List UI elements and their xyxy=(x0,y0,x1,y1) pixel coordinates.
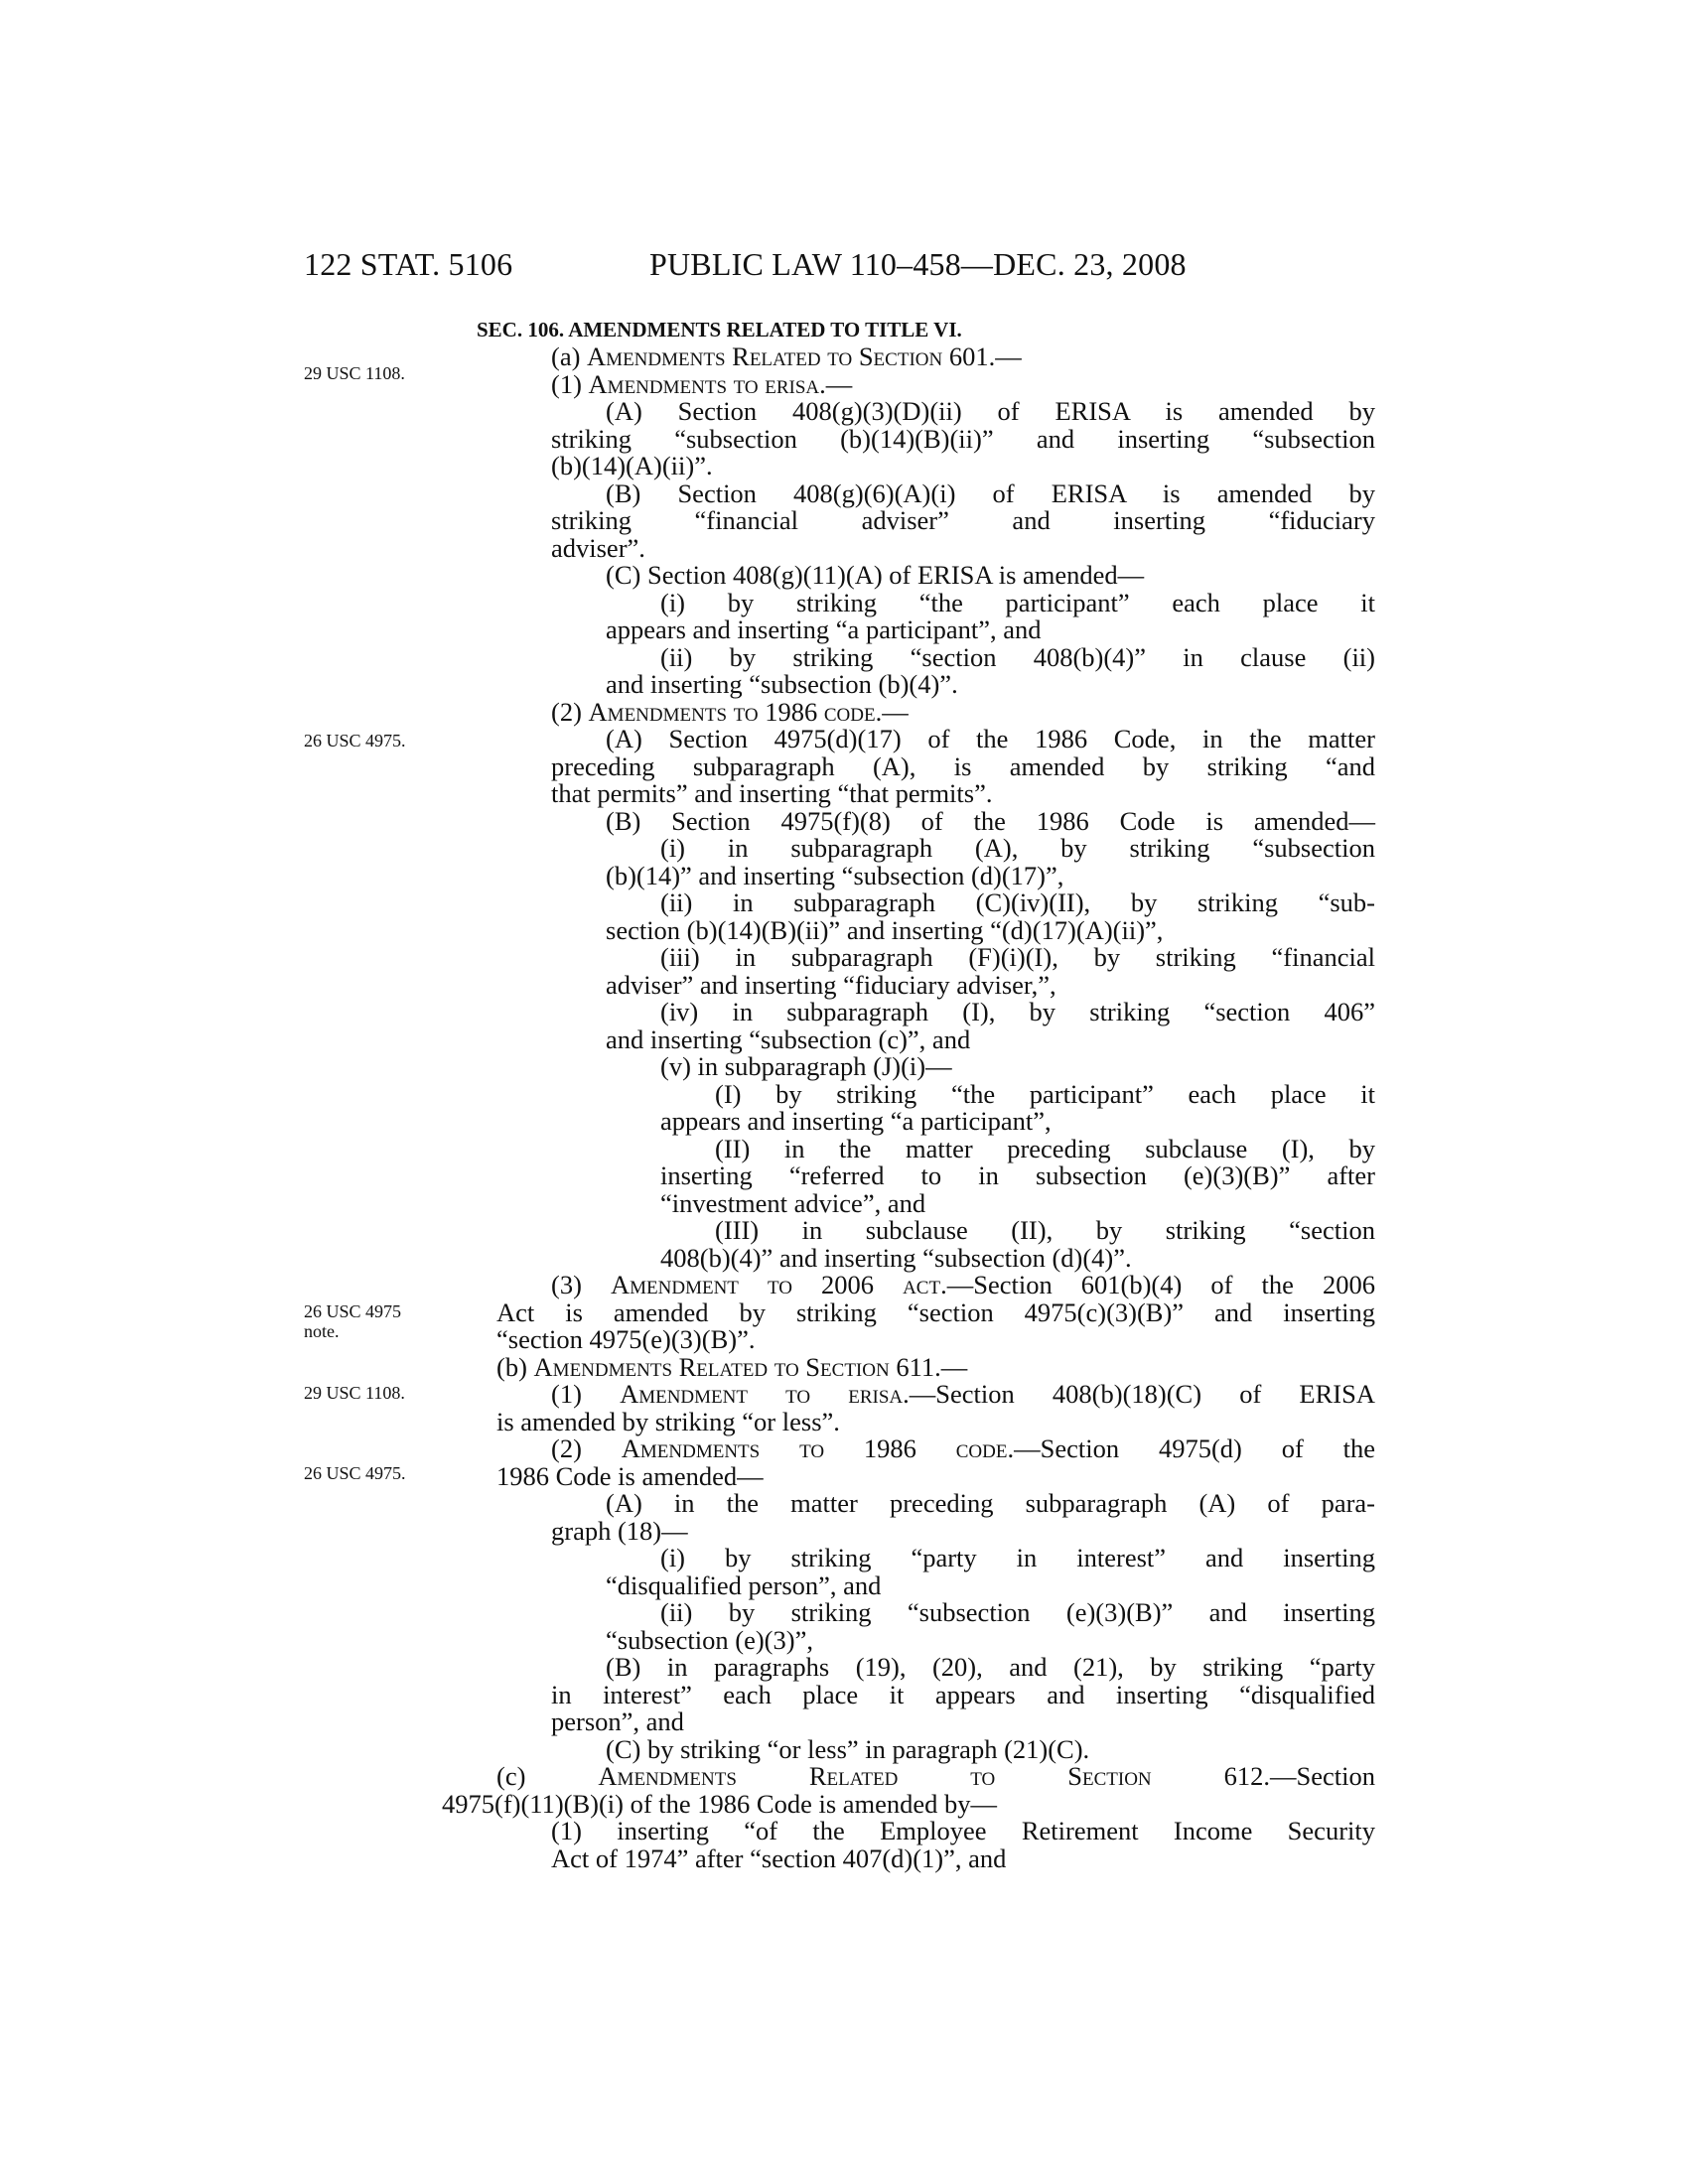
section-heading: SEC. 106. AMENDMENTS RELATED TO TITLE VI. xyxy=(477,318,962,341)
margin-note: 26 USC 4975. xyxy=(304,731,406,751)
text-line: (1) inserting “of the Employee Retirement Income Security xyxy=(551,1816,1375,1845)
document-body xyxy=(442,341,1375,1873)
text-line: (a) Amendments Related to Section 601.— xyxy=(551,341,1022,371)
text-line: (ii) by striking “subsection (e)(3)(B)” and inserting xyxy=(660,1597,1375,1627)
running-head-title: PUBLIC LAW 110–458—DEC. 23, 2008 xyxy=(649,246,1187,282)
text-line: person”, and xyxy=(551,1706,684,1736)
text-line: in interest” each place it appears and inserting “disqualified xyxy=(551,1679,1375,1709)
text-line: (A) Section 4975(d)(17) of the 1986 Code, in the matter xyxy=(606,724,1375,753)
text-line: appears and inserting “a participant”, xyxy=(660,1106,1052,1136)
margin-note: 29 USC 1108. xyxy=(304,1383,405,1403)
text-line: 1986 Code is amended— xyxy=(496,1460,764,1491)
text-line: (A) in the matter preceding subparagraph (A) of para- xyxy=(606,1488,1375,1518)
text-line: graph (18)— xyxy=(551,1515,688,1546)
text-line: (A) Section 408(g)(3)(D)(ii) of ERISA is amended by xyxy=(606,396,1375,426)
text-line: (C) Section 408(g)(11)(A) of ERISA is amended— xyxy=(606,560,1145,590)
margin-note: note. xyxy=(304,1321,340,1341)
text-line: section (b)(14)(B)(ii)” and inserting “(d)(17)(A)(ii)”, xyxy=(606,914,1164,945)
text-line: “section 4975(e)(3)(B)”. xyxy=(496,1324,756,1354)
text-line: Act is amended by striking “section 4975(c)(3)(B)” and inserting xyxy=(496,1297,1375,1327)
margin-note: 26 USC 4975. xyxy=(304,1463,406,1483)
text-line: (b)(14)” and inserting “subsection (d)(17)”, xyxy=(606,860,1064,890)
text-line: 408(b)(4)” and inserting “subsection (d)(4)”. xyxy=(660,1242,1132,1273)
text-line: that permits” and inserting “that permits”. xyxy=(551,778,993,808)
text-line: preceding subparagraph (A), is amended by striking “and xyxy=(551,751,1375,781)
text-line: Act of 1974” after “section 407(d)(1)”, and xyxy=(551,1843,1007,1873)
page-stat-number: 122 STAT. 5106 xyxy=(304,246,513,282)
text-line: appears and inserting “a participant”, and xyxy=(606,614,1042,644)
text-line: (1) Amendment to erisa.—Section 408(b)(18)(C) of ERISA xyxy=(551,1379,1375,1409)
margin-note: 29 USC 1108. xyxy=(304,363,405,383)
text-line: (b)(14)(A)(ii)”. xyxy=(551,451,713,480)
text-line: (ii) in subparagraph (C)(iv)(II), by striking “sub- xyxy=(660,887,1375,917)
text-line: (II) in the matter preceding subclause (I), by xyxy=(715,1133,1375,1163)
text-line: (b) Amendments Related to Section 611.— xyxy=(496,1351,968,1382)
text-line: (ii) by striking “section 408(b)(4)” in clause (ii) xyxy=(660,641,1375,672)
text-line: and inserting “subsection (c)”, and xyxy=(606,1024,971,1054)
text-line: (c) Amendments Related to Section 612.—Section xyxy=(496,1761,1375,1791)
text-line: (B) Section 4975(f)(8) of the 1986 Code is amended— xyxy=(606,805,1375,836)
text-line: inserting “referred to in subsection (e)(3)(B)” after xyxy=(660,1160,1375,1190)
text-line: “subsection (e)(3)”, xyxy=(606,1624,813,1655)
text-line: is amended by striking “or less”. xyxy=(496,1406,840,1436)
text-line: (2) Amendments to 1986 code.— xyxy=(551,696,909,727)
text-line: 4975(f)(11)(B)(i) of the 1986 Code is amended by— xyxy=(442,1788,998,1819)
text-line: (III) in subclause (II), by striking “section xyxy=(715,1215,1375,1245)
margin-note: 26 USC 4975 xyxy=(304,1301,402,1321)
text-line: “disqualified person”, and xyxy=(606,1570,882,1600)
text-line: (1) Amendments to erisa.— xyxy=(551,368,853,399)
text-line: (i) in subparagraph (A), by striking “subsection xyxy=(660,833,1375,863)
text-line: (2) Amendments to 1986 code.—Section 4975(d) of the xyxy=(551,1433,1375,1463)
text-line: “investment advice”, and xyxy=(660,1187,926,1218)
text-line: (iii) in subparagraph (F)(i)(I), by striking “financial xyxy=(660,942,1375,972)
text-line: striking “subsection (b)(14)(B)(ii)” and inserting “subsection xyxy=(551,423,1375,454)
text-line: adviser” and inserting “fiduciary adviser,”, xyxy=(606,969,1056,1000)
text-line: (i) by striking “the participant” each place it xyxy=(660,587,1375,617)
text-line: (iv) in subparagraph (I), by striking “section 406” xyxy=(660,997,1375,1026)
text-line: (3) Amendment to 2006 act.—Section 601(b)(4) of the 2006 xyxy=(551,1270,1375,1299)
text-line: (v) in subparagraph (J)(i)— xyxy=(660,1051,952,1081)
text-line: (B) in paragraphs (19), (20), and (21), by striking “party xyxy=(606,1652,1375,1682)
text-line: (B) Section 408(g)(6)(A)(i) of ERISA is amended by xyxy=(606,478,1375,508)
text-line: (I) by striking “the participant” each place it xyxy=(715,1078,1375,1109)
text-line: and inserting “subsection (b)(4)”. xyxy=(606,669,958,699)
text-line: adviser”. xyxy=(551,532,645,563)
text-line: striking “financial adviser” and inserting “fiduciary xyxy=(551,505,1375,535)
text-line: (i) by striking “party in interest” and inserting xyxy=(660,1543,1375,1572)
text-line: (C) by striking “or less” in paragraph (21)(C). xyxy=(606,1733,1090,1764)
